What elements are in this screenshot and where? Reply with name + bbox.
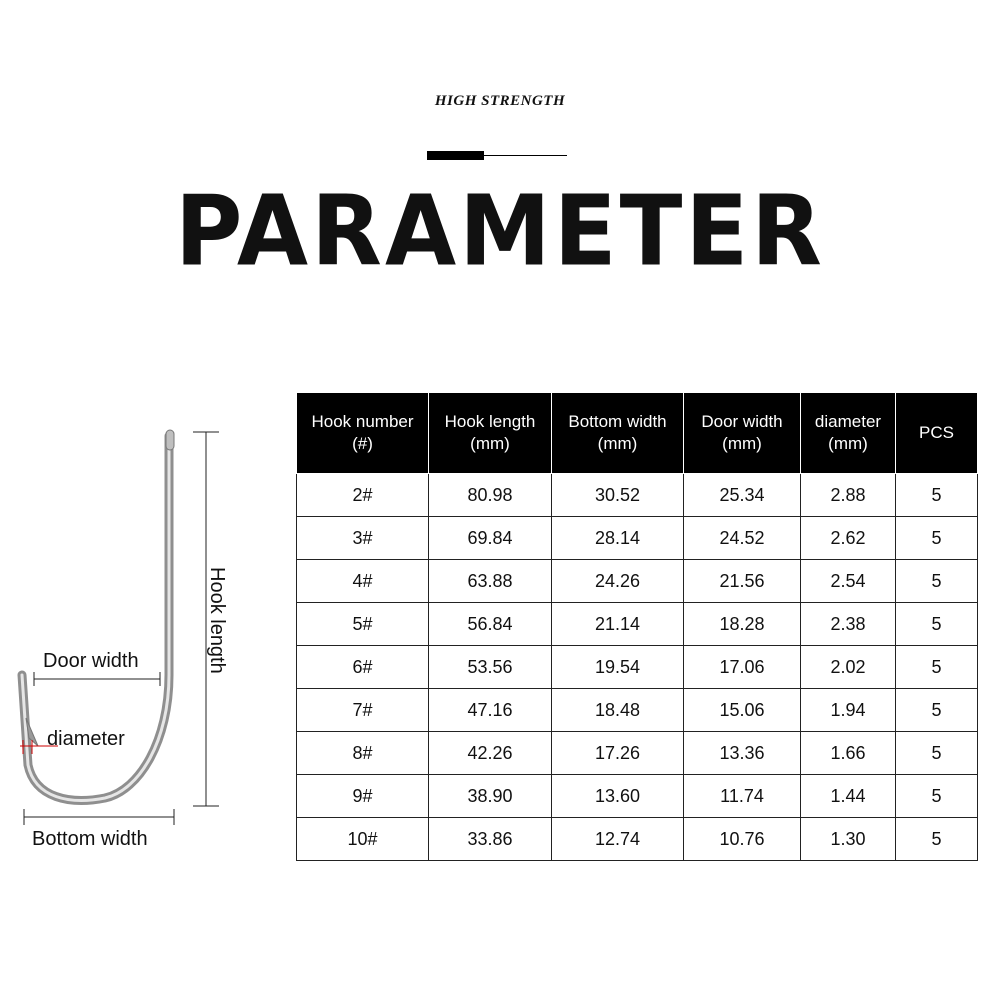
table-cell: 42.26 [429,732,552,775]
table-row [297,646,978,689]
hook-length-label: Hook length [206,567,228,674]
table-cell: 5 [896,646,978,689]
table-cell: 13.60 [552,775,684,818]
table-cell: 5 [896,818,978,861]
table-cell: 1.66 [801,732,896,775]
table-cell: 53.56 [429,646,552,689]
table-cell: 33.86 [429,818,552,861]
table-cell: 3# [297,517,429,560]
table-cell: 13.36 [684,732,801,775]
table-cell: 5 [896,603,978,646]
table-cell: 80.98 [429,474,552,517]
table-cell: 5 [896,775,978,818]
parameter-table [296,392,978,861]
table-cell: 11.74 [684,775,801,818]
header-door-width: Door width (mm) [684,393,801,474]
table-cell: 1.44 [801,775,896,818]
table-cell: 6# [297,646,429,689]
table-cell: 5 [896,560,978,603]
title-rule-thick [427,151,484,160]
table-cell: 2# [297,474,429,517]
table-cell: 8# [297,732,429,775]
table-row [297,775,978,818]
table-cell: 17.06 [684,646,801,689]
table-cell: 5 [896,732,978,775]
table-cell: 4# [297,560,429,603]
table-cell: 12.74 [552,818,684,861]
table-cell: 5 [896,474,978,517]
table-cell: 21.56 [684,560,801,603]
table-header-row [297,393,978,474]
table-cell: 63.88 [429,560,552,603]
table-cell: 19.54 [552,646,684,689]
table-cell: 9# [297,775,429,818]
table-cell: 47.16 [429,689,552,732]
table-row [297,517,978,560]
table-cell: 5 [896,689,978,732]
tagline: HIGH STRENGTH [434,93,566,109]
table-row [297,603,978,646]
table-cell: 24.26 [552,560,684,603]
table-cell: 24.52 [684,517,801,560]
title-rule-thin [484,155,567,156]
table-cell: 18.48 [552,689,684,732]
table-cell: 2.88 [801,474,896,517]
diameter-label: diameter [47,728,125,750]
table-cell: 10.76 [684,818,801,861]
table-cell: 1.94 [801,689,896,732]
bottom-width-label: Bottom width [32,828,148,850]
header-bottom-width: Bottom width (mm) [552,393,684,474]
table-row [297,560,978,603]
fish-hook-icon [0,420,270,860]
table-body [297,474,978,861]
table-cell: 25.34 [684,474,801,517]
table-cell: 69.84 [429,517,552,560]
table-cell: 2.54 [801,560,896,603]
table-cell: 1.30 [801,818,896,861]
table-cell: 5# [297,603,429,646]
header-hook-number: Hook number (#) [297,393,429,474]
table-cell: 5 [896,517,978,560]
table-row [297,818,978,861]
table-cell: 30.52 [552,474,684,517]
table-cell: 17.26 [552,732,684,775]
table-cell: 56.84 [429,603,552,646]
table-cell: 2.62 [801,517,896,560]
header-diameter: diameter (mm) [801,393,896,474]
header-pcs: PCS [896,393,978,474]
table-row [297,689,978,732]
table-cell: 2.02 [801,646,896,689]
table-cell: 15.06 [684,689,801,732]
table-cell: 38.90 [429,775,552,818]
table-cell: 7# [297,689,429,732]
table-cell: 18.28 [684,603,801,646]
hook-diagram [0,420,270,860]
table-row [297,732,978,775]
table-cell: 10# [297,818,429,861]
page-title: PARAMETER [174,174,826,288]
table-cell: 2.38 [801,603,896,646]
table-cell: 21.14 [552,603,684,646]
table-cell: 28.14 [552,517,684,560]
table-row [297,474,978,517]
header-hook-length: Hook length (mm) [429,393,552,474]
door-width-label: Door width [43,650,139,672]
